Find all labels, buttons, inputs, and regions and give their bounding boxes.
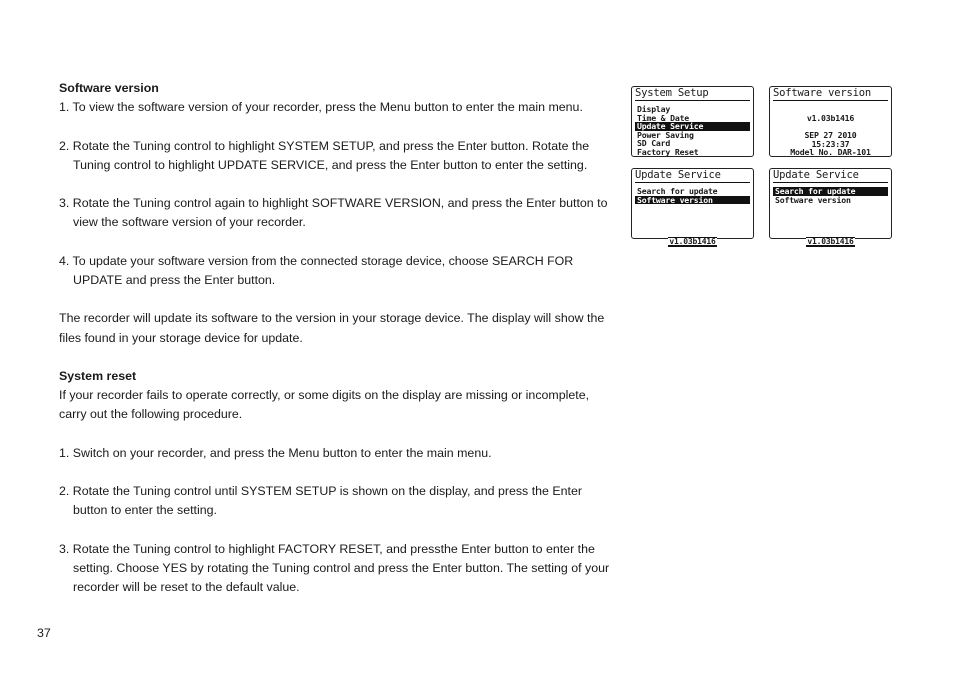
software-version-step-4: 4. To update your software version from the connected storage device, choose SEARCH FOR UPDATE and press the Enter button. [59, 253, 574, 287]
lcd-menu-item-power-saving: Power Saving [637, 129, 694, 140]
lcd-title: System Setup [635, 88, 750, 101]
lcd-menu-item-search-for-update: Search for update [773, 187, 888, 196]
software-version-note: The recorder will update its software to the version in your storage device. The display will show the files found in your storage device for update. [59, 311, 605, 345]
lcd-menu-item-software-version: Software version [775, 194, 851, 205]
lcd-menu-item-sd-card: SD Card [637, 138, 671, 149]
lcd-title: Update Service [773, 170, 888, 183]
page-number: 37 [37, 626, 51, 640]
system-reset-step-3: 3. Rotate the Tuning control to highlight FACTORY RESET, and pressthe Enter button to enter the setting. Choose YES by rotating the Tuning control and press the Enter button. The setting of your recorder will be reset to the default value. [59, 541, 610, 595]
software-version-heading: Software version [59, 81, 159, 95]
lcd-model-line: Model No. DAR-101 [790, 147, 871, 157]
lcd-version-badge: v1.03b1416 [669, 237, 716, 246]
lcd-date-line: SEP 27 2010 [804, 130, 857, 140]
lcd-menu-item-update-service: Update Service [635, 122, 750, 131]
text-column [59, 79, 611, 597]
system-reset-step-2: 2. Rotate the Tuning control until SYSTEM SETUP is shown on the display, and press the Enter button to enter the setting. [59, 484, 582, 518]
system-reset-intro: If your recorder fails to operate correctly, or some digits on the display are missing or incomplete, carry out the following procedure. [59, 388, 590, 422]
system-reset-step-1: 1. Switch on your recorder, and press the Menu button to enter the main menu. [59, 445, 492, 460]
system-reset-heading: System reset [59, 368, 137, 383]
lcd-update-service-1 [631, 168, 754, 246]
lcd-version-badge: v1.03b1416 [807, 237, 854, 246]
lcd-time-line: 15:23:37 [811, 138, 850, 149]
lcd-version-line: v1.03b1416 [806, 113, 855, 123]
lcd-menu-item-factory-reset: Factory Reset [637, 147, 699, 157]
lcd-title: Update Service [635, 170, 750, 183]
lcd-menu-item-time-date: Time & Date [637, 112, 690, 123]
lcd-menu-item-display: Display [637, 104, 671, 114]
software-version-step-2: 2. Rotate the Tuning control to highlight SYSTEM SETUP, and press the Enter button. Rotate the Tuning control to highlight UPDATE SERVICE, and press the Enter button to enter the setting. [59, 138, 590, 172]
software-version-step-3: 3. Rotate the Tuning control again to highlight SOFTWARE VERSION, and press the Enter button to view the software version of your recorder. [59, 196, 608, 230]
software-version-step-1: 1. To view the software version of your recorder, press the Menu button to enter the main menu. [59, 100, 583, 115]
lcd-software-version [769, 86, 892, 157]
lcd-title: Software version [773, 88, 888, 101]
lcd-update-service-2 [769, 168, 892, 246]
lcd-menu-item-software-version: Software version [635, 196, 750, 205]
lcd-system-setup [631, 86, 754, 157]
lcd-menu-item-search-for-update: Search for update [637, 186, 718, 196]
